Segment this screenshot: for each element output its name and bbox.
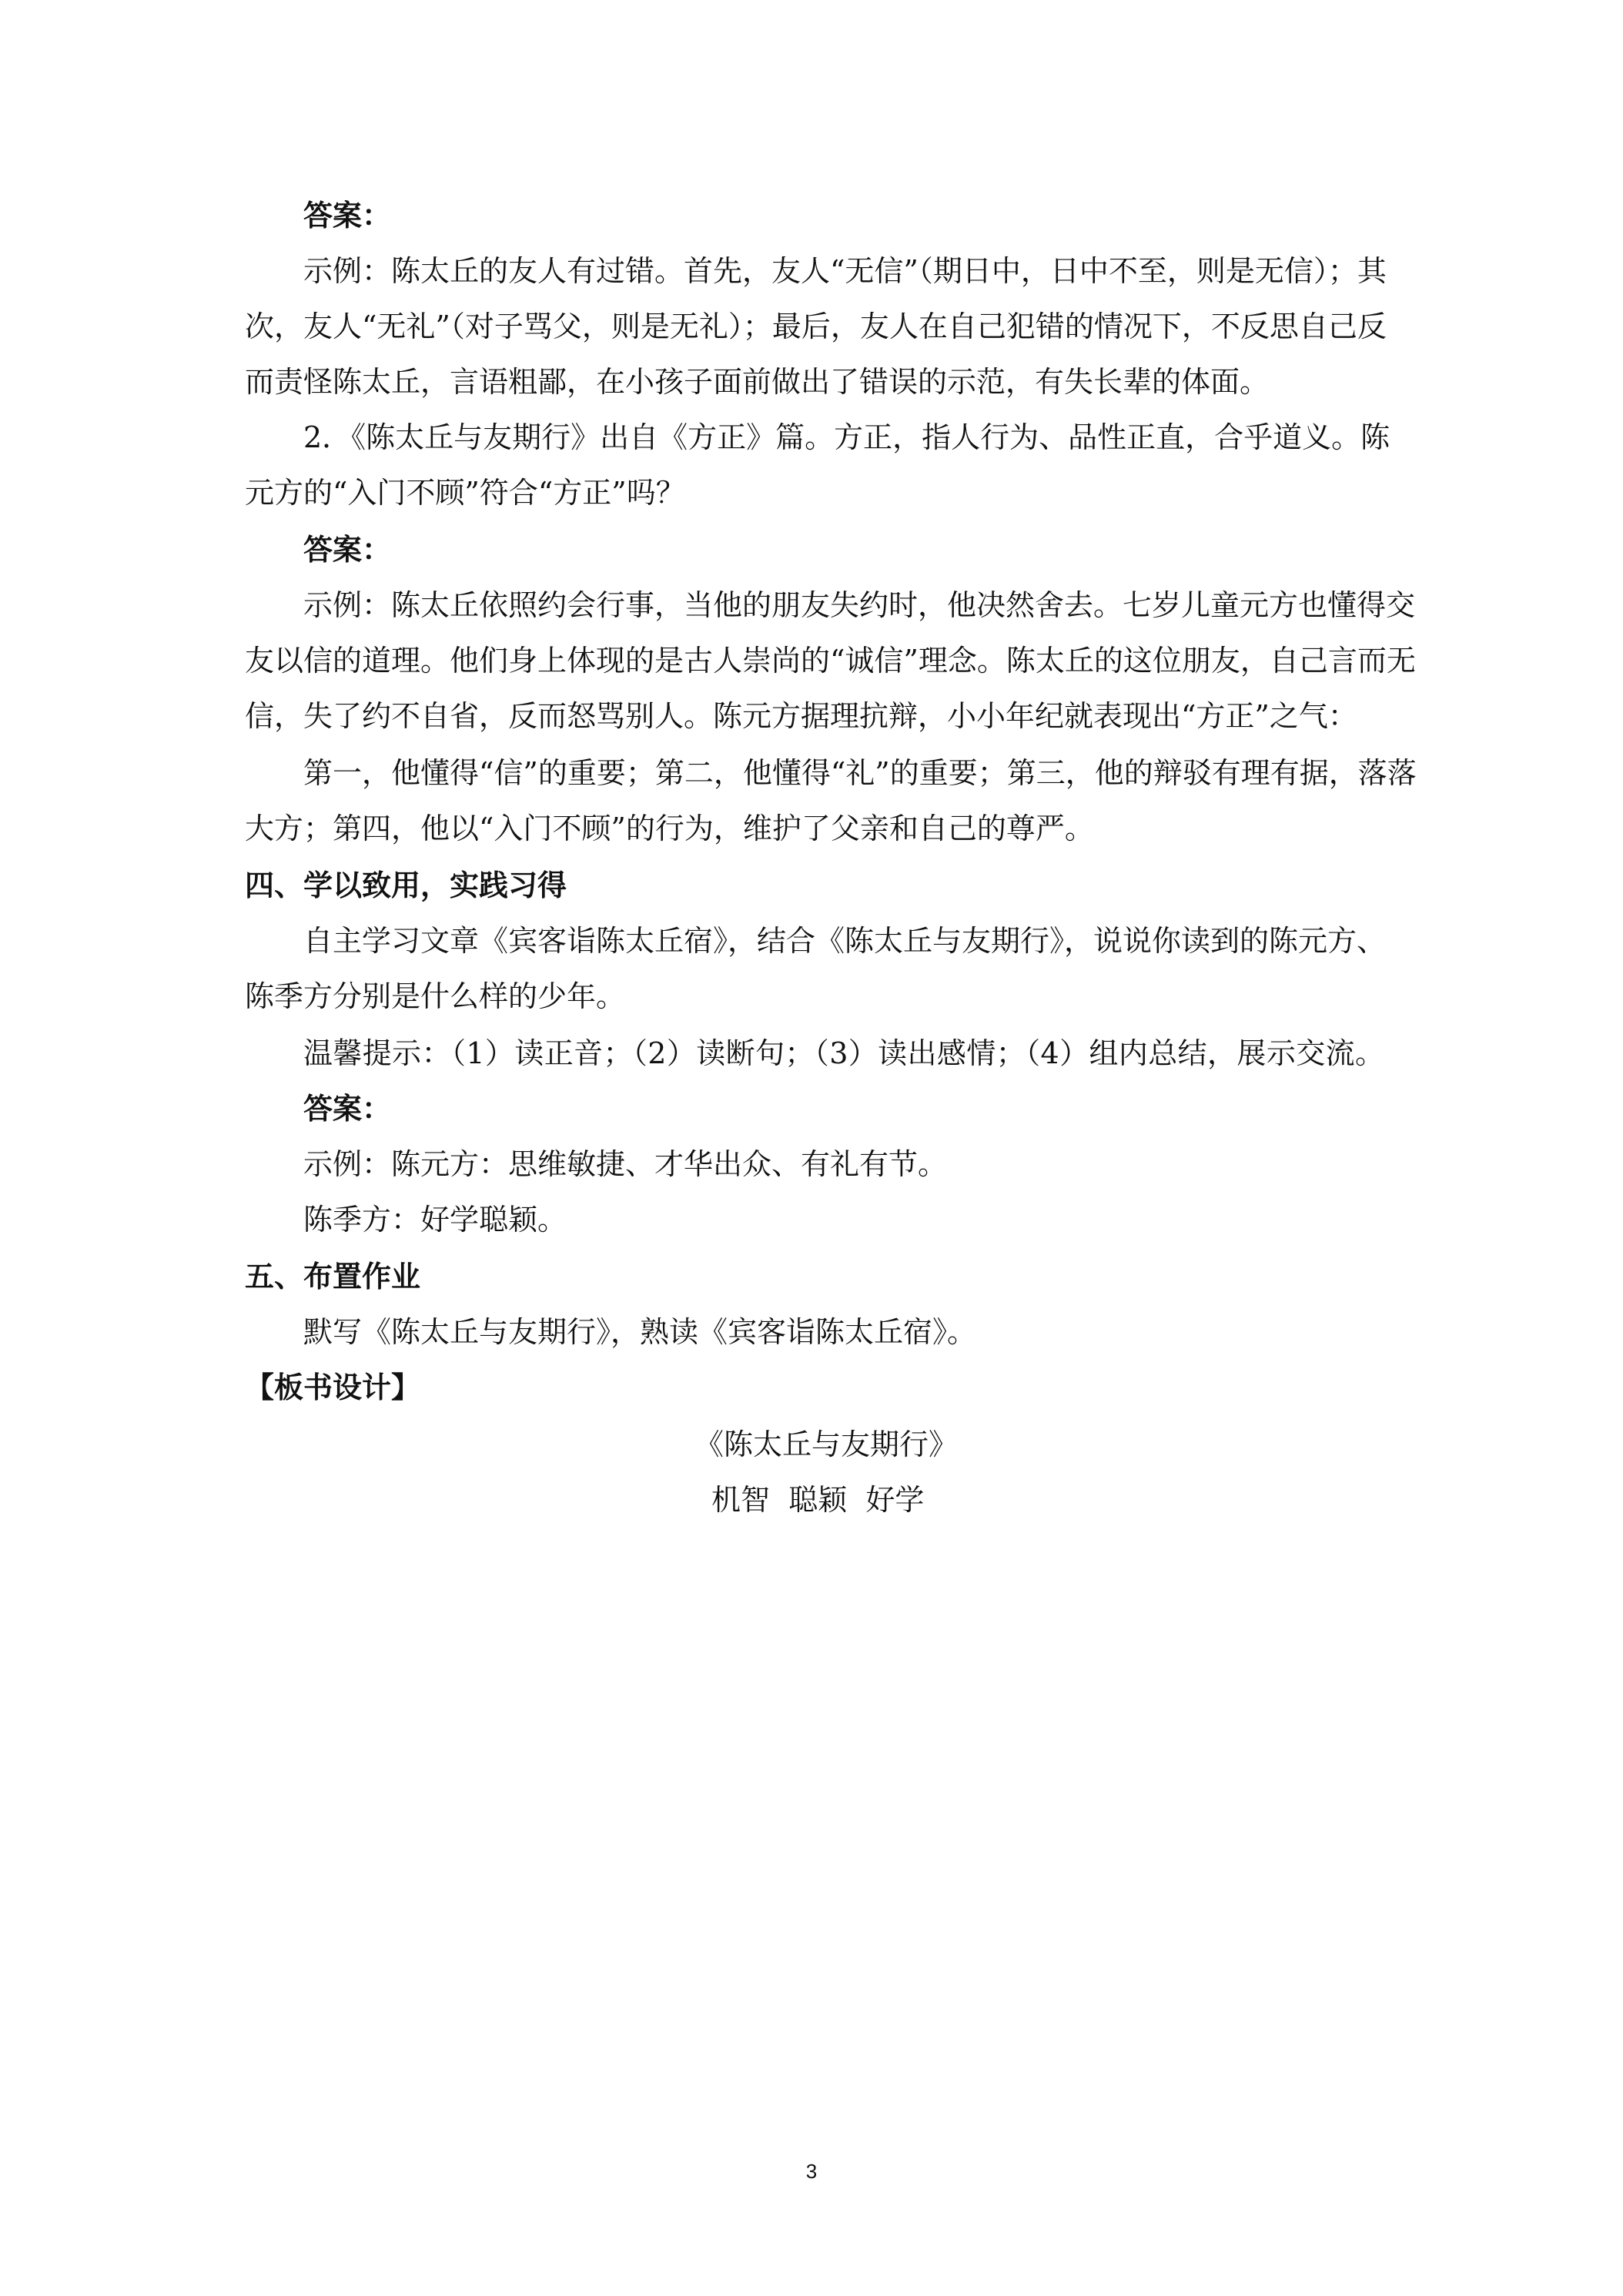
question-line: 元方的“入门不顾”符合“方正”吗？ — [245, 476, 685, 510]
answer-line: 示例：陈元方：思维敏捷、才华出众、有礼有节。 — [303, 1147, 948, 1181]
task-line: 自主学习文章《宾客诣陈太丘宿》，结合《陈太丘与友期行》，说说你读到的陈元方、 — [303, 924, 1387, 958]
board-keywords: 机智 聪颖 好学 — [711, 1483, 925, 1517]
answer-label: 答案： — [303, 1092, 392, 1126]
task-line: 默写《陈太丘与友期行》，熟读《宾客诣陈太丘宿》。 — [303, 1315, 977, 1349]
answer-line: 示例：陈太丘依照约会行事，当他的朋友失约时，他决然舍去。七岁儿童元方也懂得交 — [303, 588, 1416, 622]
answer-label: 答案： — [303, 199, 392, 233]
answer-line: 大方；第四，他以“入门不顾”的行为，维护了父亲和自己的尊严。 — [245, 812, 1094, 845]
answer-line: 而责怪陈太丘，言语粗鄙，在小孩子面前做出了错误的示范，有失长辈的体面。 — [245, 365, 1270, 399]
section-heading: 四、学以致用，实践习得 — [245, 869, 567, 902]
answer-line: 第一，他懂得“信”的重要；第二，他懂得“礼”的重要；第三，他的辩驳有理有据，落落 — [303, 756, 1417, 790]
question-line: 2．《陈太丘与友期行》出自《方正》篇。方正，指人行为、品性正直，合乎道义。陈 — [303, 420, 1390, 454]
section-heading: 五、布置作业 — [245, 1260, 421, 1294]
answer-line: 友以信的道理。他们身上体现的是古人崇尚的“诚信”理念。陈太丘的这位朋友，自己言而无 — [245, 644, 1416, 678]
tip-line: 温馨提示：（1）读正音；（2）读断句；（3）读出感情；（4）组内总结，展示交流。 — [303, 1036, 1384, 1070]
answer-line: 次，友人“无礼”（对子骂父，则是无礼）；最后，友人在自己犯错的情况下，不反思自己反 — [245, 310, 1387, 343]
answer-line: 示例：陈太丘的友人有过错。首先，友人“无信”（期日中，日中不至，则是无信）；其 — [303, 254, 1387, 288]
board-title: 《陈太丘与友期行》 — [694, 1427, 959, 1461]
answer-line: 陈季方：好学聪颖。 — [303, 1203, 567, 1237]
page-number: 3 — [805, 2160, 818, 2183]
answer-line: 信，失了约不自省，反而怒骂别人。陈元方据理抗辩，小小年纪就表现出“方正”之气： — [245, 699, 1357, 733]
task-line: 陈季方分别是什么样的少年。 — [245, 979, 626, 1013]
board-design-heading: 【板书设计】 — [245, 1371, 421, 1404]
answer-label: 答案： — [303, 533, 392, 567]
